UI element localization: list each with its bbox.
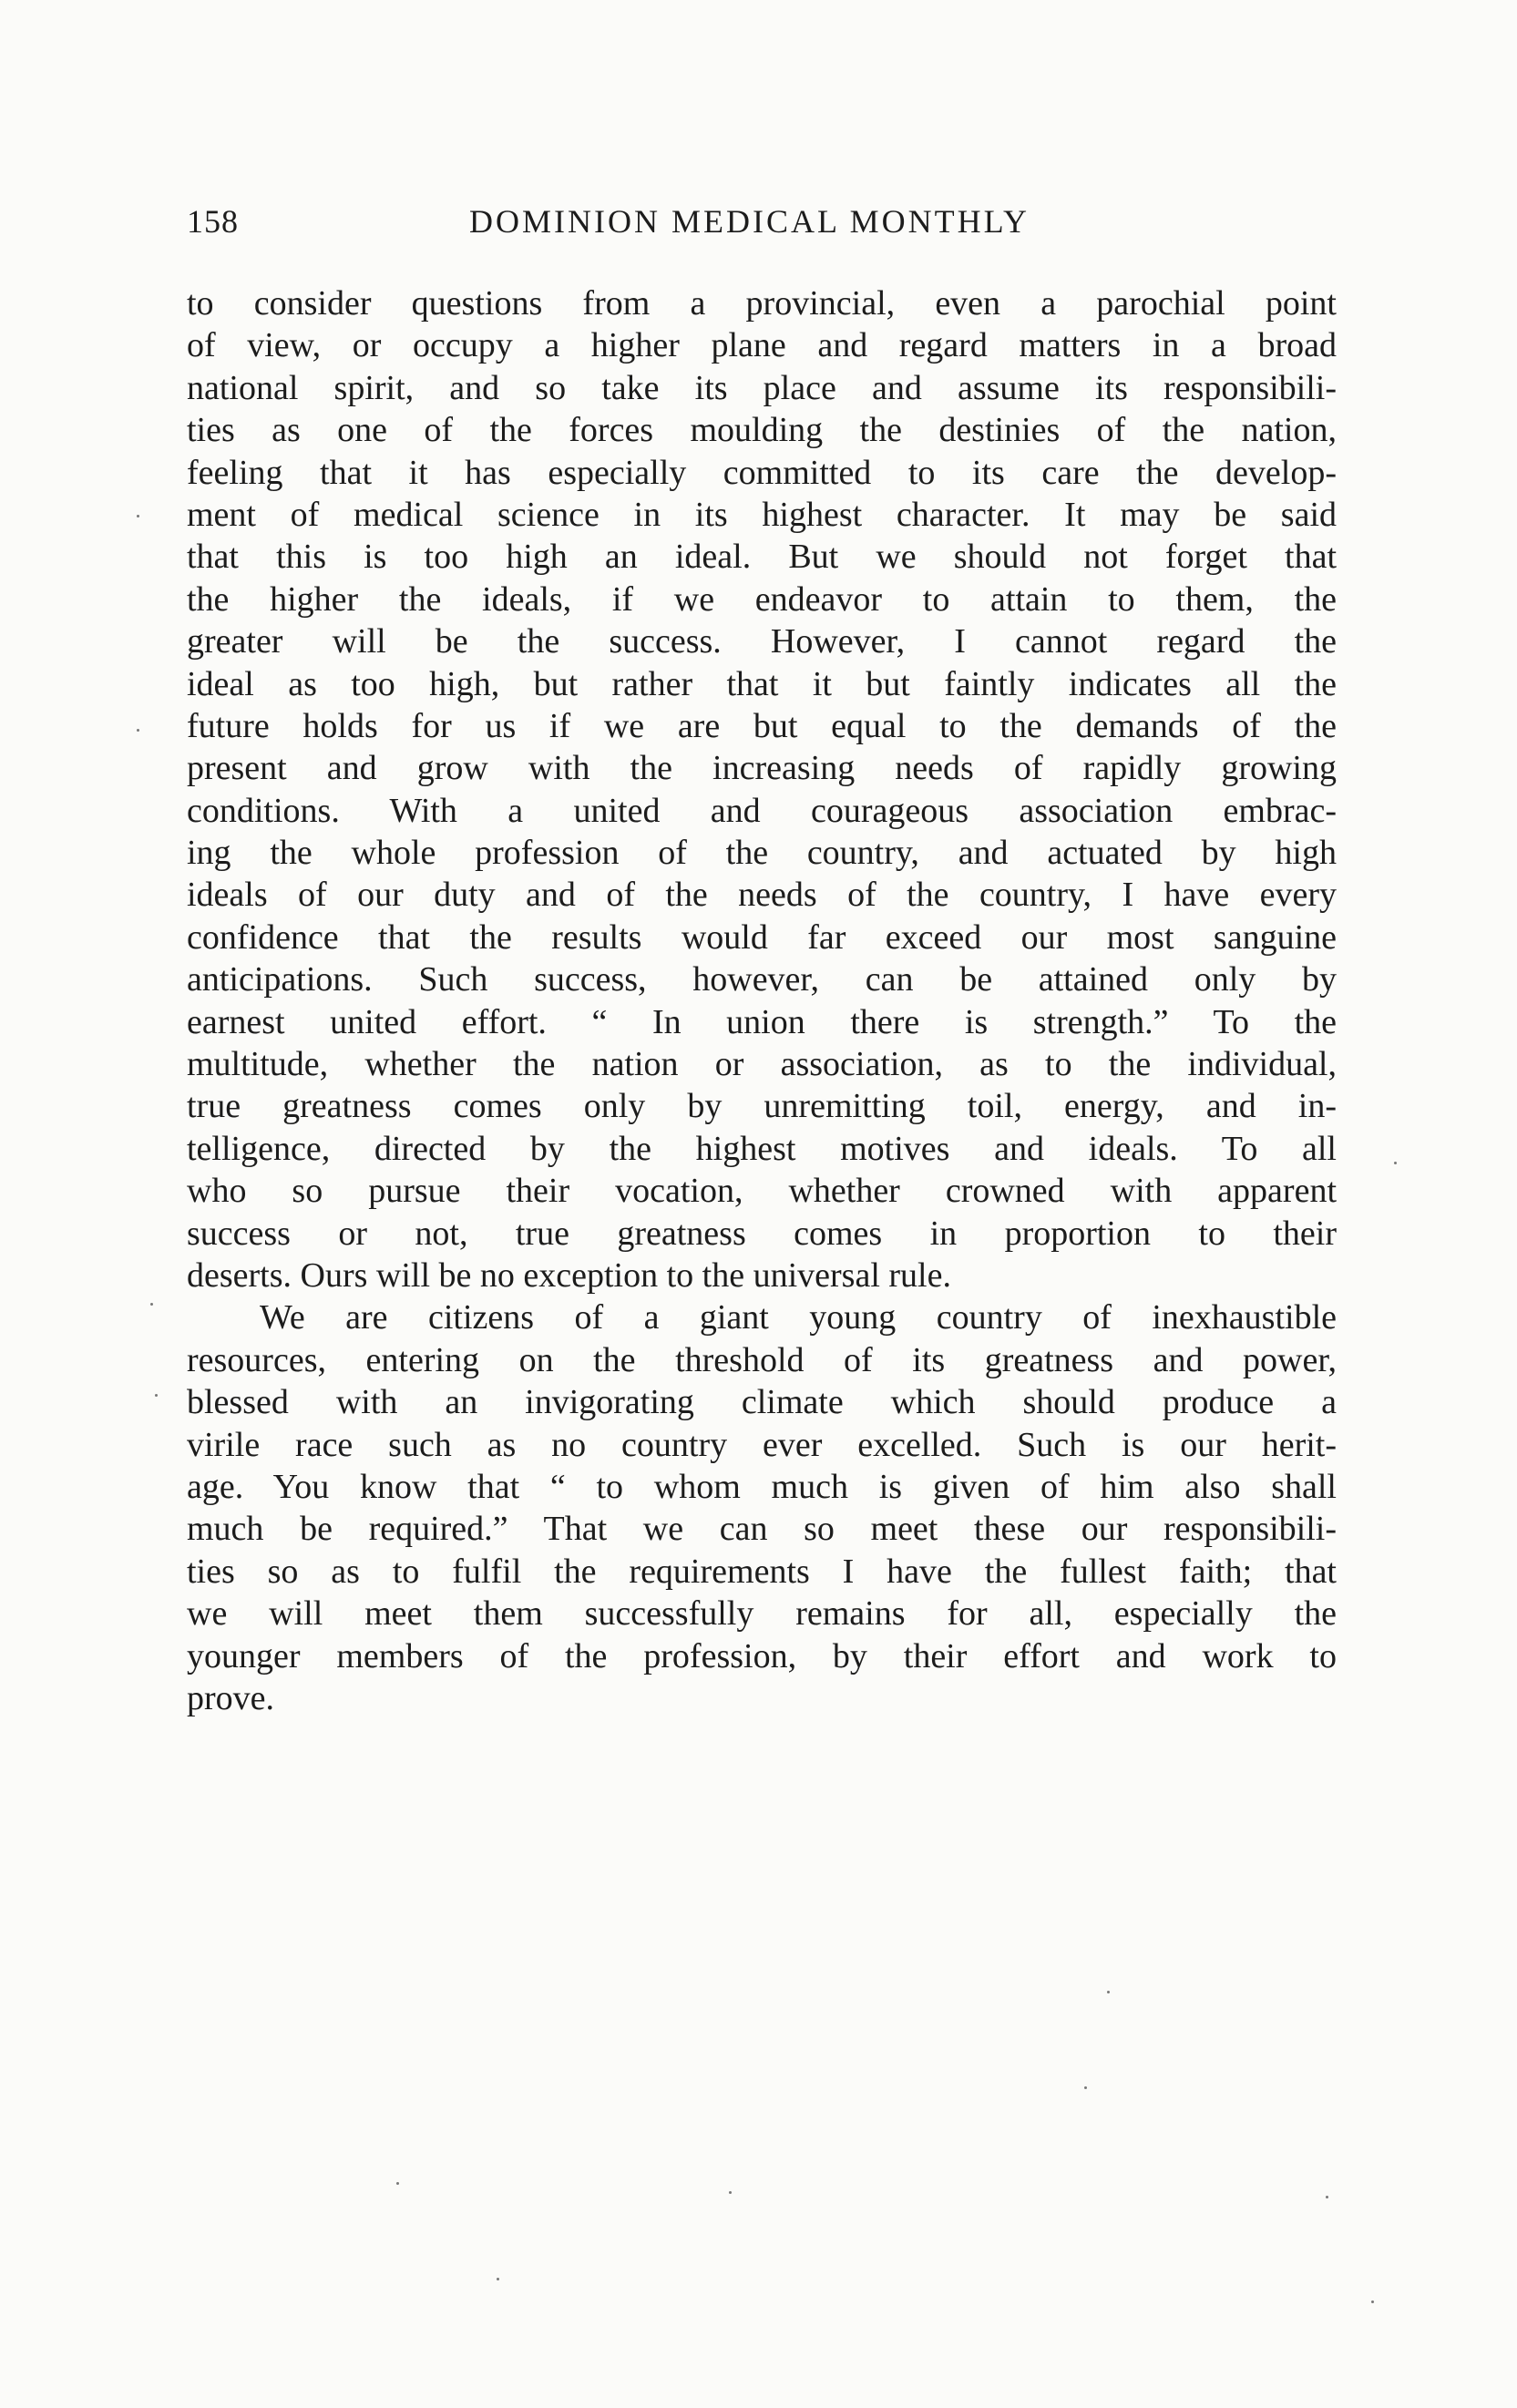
text-line: earnest united effort. “ In union there is strength.” To the [187, 1002, 1337, 1041]
scan-speck [497, 2278, 499, 2280]
scan-speck [1084, 2086, 1087, 2089]
scan-speck [137, 515, 139, 517]
text-line: the higher the ideals, if we endeavor to attain to them, the [187, 579, 1337, 619]
text-line: virile race such as no country ever excelled. Such is our herit- [187, 1425, 1337, 1464]
text-line: ties as one of the forces moulding the destinies of the nation, [187, 411, 1337, 450]
text-line: greater will be the success. However, I cannot regard the [187, 622, 1337, 661]
text-line: resources, entering on the threshold of its greatness and power, [187, 1340, 1337, 1379]
text-line: telligence, directed by the highest motives and ideals. To all [187, 1129, 1337, 1168]
text-line: prove. [187, 1678, 275, 1717]
text-line: blessed with an invigorating climate which should produce a [187, 1383, 1337, 1422]
text-line: future holds for us if we are but equal to the demands of the [187, 706, 1337, 745]
text-line: ment of medical science in its highest character. It may be said [187, 495, 1337, 534]
text-line: to consider questions from a provincial, even a parochial point [187, 284, 1337, 323]
text-line: ties so as to fulfil the requirements I have the fullest faith; that [187, 1552, 1337, 1591]
text-line: conditions. With a united and courageous association embrac- [187, 791, 1337, 830]
scan-speck [1107, 1991, 1110, 1993]
page-number: 158 [187, 203, 239, 240]
text-line: true greatness comes only by unremitting toil, energy, and in- [187, 1087, 1337, 1126]
text-line: who so pursue their vocation, whether crowned with apparent [187, 1172, 1337, 1211]
scan-speck [137, 729, 139, 732]
scan-speck [150, 1303, 153, 1306]
text-line: confidence that the results would far exceed our most sanguine [187, 917, 1337, 957]
scan-speck [396, 2182, 399, 2185]
text-line: feeling that it has especially committed to its care the develop- [187, 453, 1337, 492]
text-line: younger members of the profession, by their effort and work to [187, 1636, 1337, 1675]
text-line: that this is too high an ideal. But we should not forget that [187, 538, 1337, 577]
text-line: deserts. Ours will be no exception to the universal rule. [187, 1255, 951, 1295]
text-line: multitude, whether the nation or association, as to the individual, [187, 1045, 1337, 1084]
scan-speck [1371, 2300, 1374, 2303]
text-line: We are citizens of a giant young country of inexhaustible [260, 1298, 1337, 1337]
scan-speck [155, 1394, 158, 1397]
text-line: ideal as too high, but rather that it but faintly indicates all the [187, 664, 1337, 703]
paragraph-1 [187, 282, 1337, 1296]
text-line: success or not, true greatness comes in proportion to their [187, 1214, 1337, 1253]
scan-speck [1394, 1162, 1397, 1164]
body-text [187, 282, 1337, 1719]
text-line: age. You know that “ to whom much is given of him also shall [187, 1467, 1337, 1506]
paragraph-2 [187, 1296, 1337, 1719]
scan-speck [1326, 2196, 1328, 2198]
scan-speck [729, 2191, 732, 2194]
journal-title: DOMINION MEDICAL MONTHLY [469, 203, 1030, 240]
text-line: anticipations. Such success, however, can be attained only by [187, 960, 1337, 999]
text-line: much be required.” That we can so meet these our responsibili- [187, 1510, 1337, 1549]
text-line: we will meet them successfully remains for all, especially the [187, 1594, 1337, 1634]
text-line: present and grow with the increasing needs of rapidly growing [187, 749, 1337, 788]
text-line: ideals of our duty and of the needs of the country, I have every [187, 876, 1337, 915]
running-head [187, 202, 1098, 246]
text-line: ing the whole profession of the country, and actuated by high [187, 834, 1337, 873]
text-line: of view, or occupy a higher plane and regard matters in a broad [187, 326, 1337, 365]
text-line: national spirit, and so take its place and assume its responsibili- [187, 368, 1337, 407]
